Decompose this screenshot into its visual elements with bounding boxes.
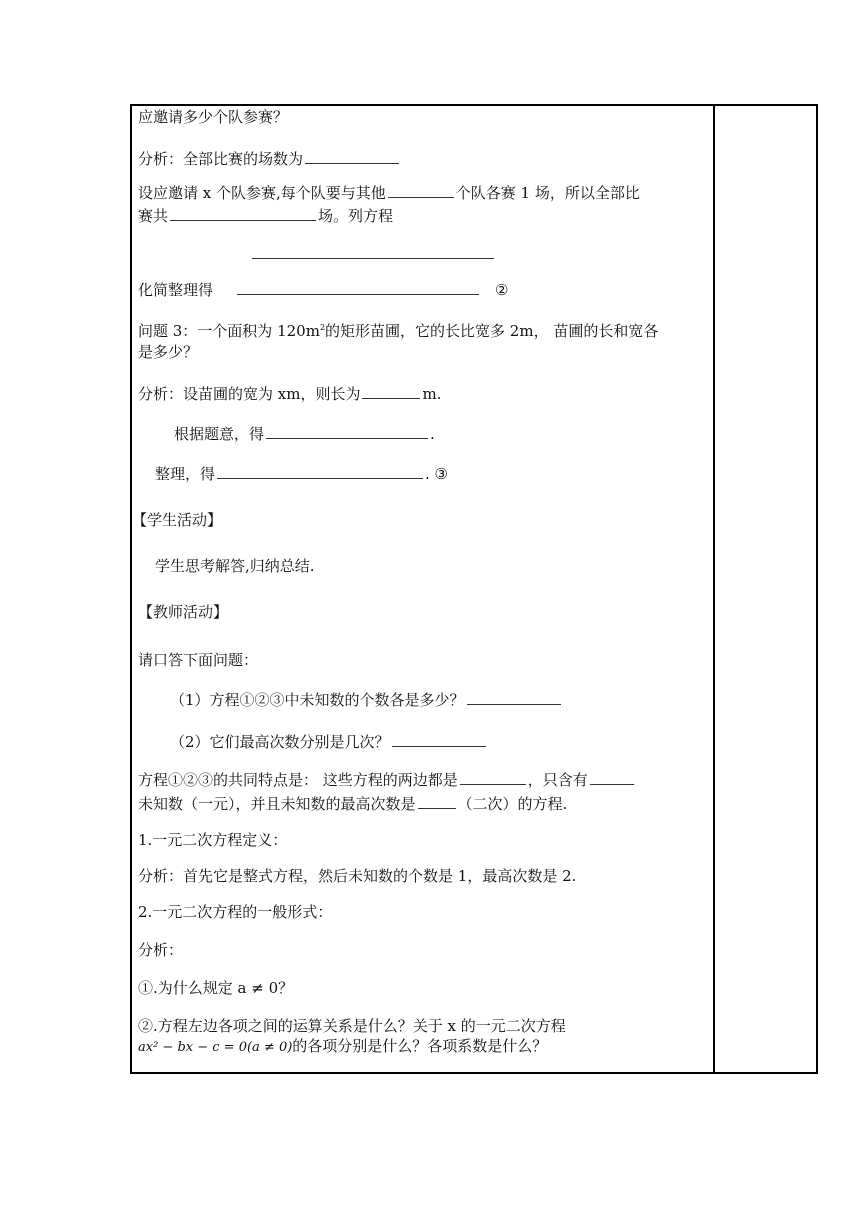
definition-analysis: 分析：首先它是整式方程，然后未知数的个数是 1，最高次数是 2. [138,867,577,885]
setup-line: 设应邀请 x 个队参赛,每个队要与其他 个队各赛 1 场，所以全部比 [138,184,640,202]
answer-blank [170,206,316,221]
answer-blank [418,794,456,809]
arrange-line: 整理，得 . ③ [155,465,448,483]
answer-blank [362,384,420,399]
answer-blank [266,424,428,439]
setup-line-2: 赛共 场。列方程 [138,207,394,225]
sub-question-1: （1）方程①②③中未知数的个数各是多少？ [170,690,563,710]
why-a-nonzero: ①.为什么规定 a ≠ 0？ [138,979,294,997]
lesson-content [132,104,708,1074]
general-form-equation: ax² − bx − c = 0(a ≠ 0) [138,1040,293,1055]
sub-question-2: （2）它们最高次数分别是几次？ [170,732,488,752]
analysis-line: 分析：全部比赛的场数为 [138,149,401,169]
answer-blank [460,770,526,785]
problem3-line: 问题 3：一个面积为 $120m^2$的矩形苗圃，它的长比宽多 2m， 苗圃的长和宽各 [138,322,659,340]
student-activity-text: 学生思考解答,归纳总结. [155,557,315,575]
answer-blank [252,244,494,259]
answer-blank [467,690,561,705]
analysis-line-2: 分析：设苗圃的宽为 xm，则长为 m. [138,385,442,403]
column-divider [713,104,715,1074]
general-form-equation-line: ax² − bx − c = 0(a ≠ 0)的各项分别是什么？各项系数是什么？ [138,1037,548,1055]
feature-line: 方程①②③的共同特点是： 这些方程的两边都是 ，只含有 [138,770,636,790]
simplify-line: 化简整理得 ② [138,281,509,299]
feature-line-2: 未知数（一元），并且未知数的最高次数是 （二次）的方程. [138,795,568,813]
teacher-activity-heading: 【教师活动】 [138,603,229,621]
answer-blank [590,770,634,785]
student-activity-heading: 【学生活动】 [132,511,223,529]
equation-blank-line [250,244,496,264]
answer-blank [392,732,486,747]
answer-blank [217,464,423,479]
oral-answer-line: 请口答下面问题： [138,651,259,669]
answer-blank [237,280,479,295]
definition-heading: 1.一元二次方程定义： [138,831,288,849]
question-line: 应邀请多少个队参赛？ [138,108,289,126]
operation-relation-line: ②.方程左边各项之间的运算关系是什么？关于 x 的一元二次方程 [138,1017,566,1035]
general-form-heading: 2.一元二次方程的一般形式： [138,903,333,921]
answer-blank [388,183,454,198]
answer-blank [305,149,399,164]
general-form-analysis: 分析： [138,941,184,959]
according-line: 根据题意，得 . [174,425,435,443]
problem3-line-2: 是多少？ [138,343,199,361]
